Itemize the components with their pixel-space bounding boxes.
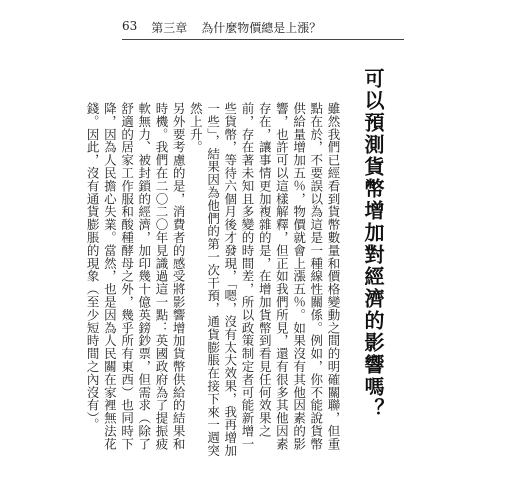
running-header: [122, 19, 321, 36]
header-rule: [122, 39, 404, 40]
chapter-title: 為什麼物價總是上漲？: [201, 21, 322, 35]
chapter-label: 第三章: [151, 21, 188, 35]
page-number: 63: [122, 19, 138, 33]
paragraph-1: 雖然我們已經看到貨幣數量和價格變動之間的明確關聯，但重點在於，不要誤以為這是一種線性關係。例如，你不能說貨幣供給量增加五％，物價就會上漲五％。如果沒有其他因素的影響，也許可以這樣解釋，但正如我們所見，還有很多其他因素存在，讓事情更加複雜的是，在增加貨幣到看見任何效果之前，存在著未知且多變的時間差，所以政策制定者可能新增一些貨幣，等待六個月後才發現，「嗯，沒有太大效果，我再增加一些」，結果因為他們的第一次干預，通貨膨脹在接下來一週突然上升。: [188, 102, 341, 457]
section-title: 可以預測貨幣增加對經濟的影響嗎？: [361, 68, 385, 420]
paragraph-2: 另外要考慮的是，消費者的感受將影響增加貨幣供給的結果和時機。我們在二〇二〇年見識過這一點：英國政府為了提振疲軟無力、被封鎖的經濟，加印幾十億英鎊鈔票，但需求（除了舒適的居家工作服和酸種酵母之外，幾乎所有東西）也同時下降，因為人民擔心失業。當然，也是因為人民關在家裡無法花錢。因此，沒有通貨膨脹的現象（至少短時間之內沒有）。: [85, 102, 187, 451]
body-text: [85, 102, 342, 462]
